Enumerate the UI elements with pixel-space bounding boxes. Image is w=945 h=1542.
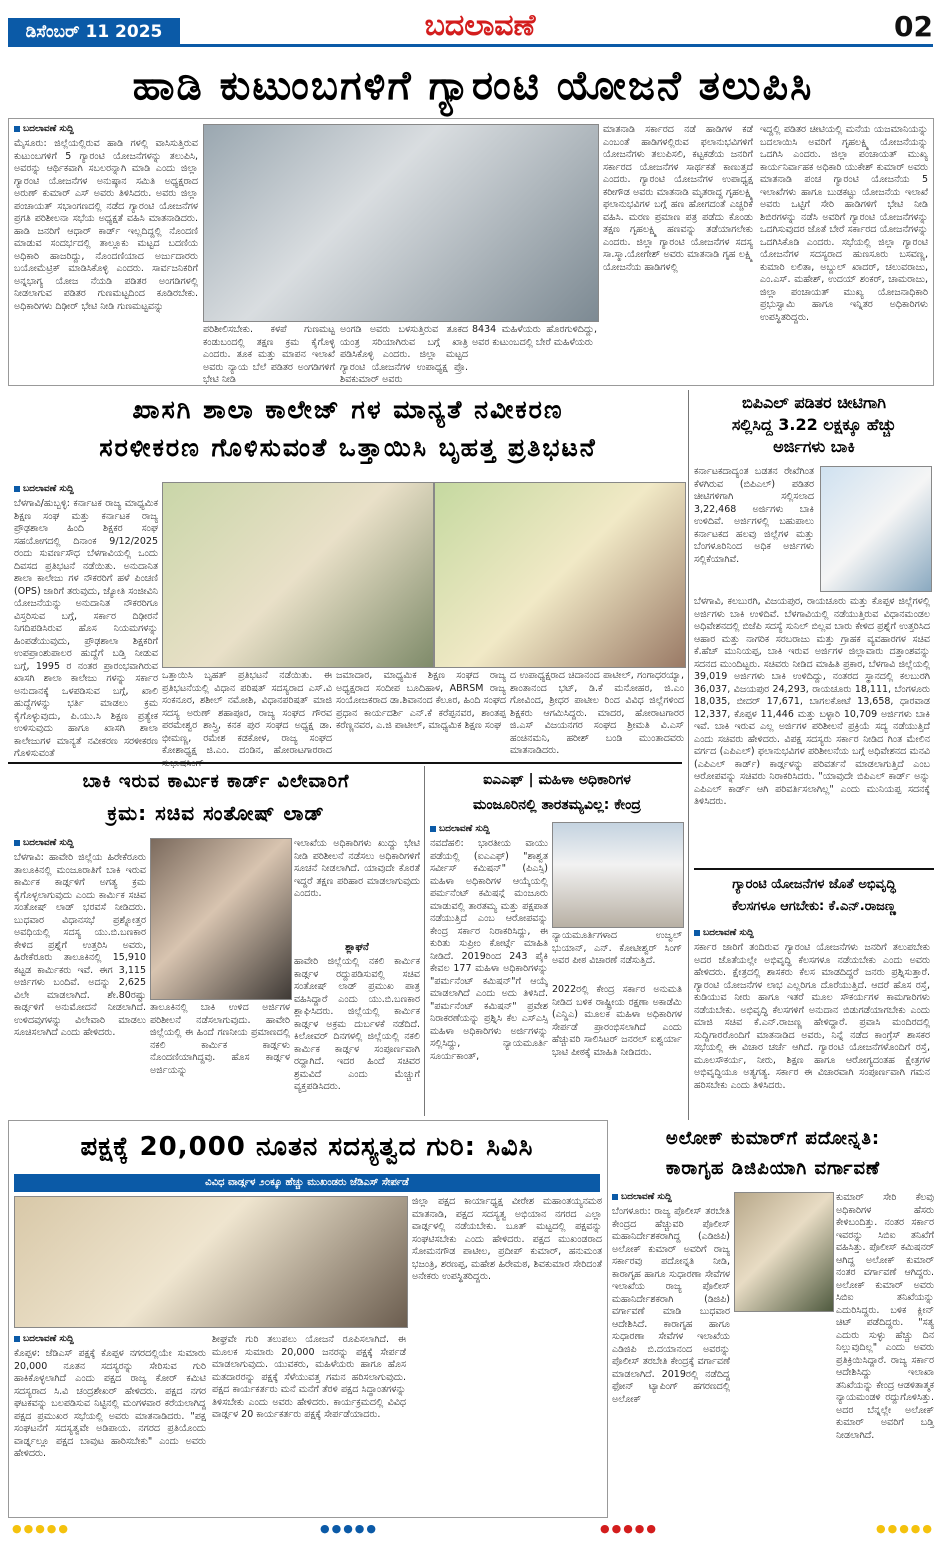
story6-headline-line2: ಕೆಲಸಗಳೂ ಆಗಬೇಕು: ಕೆ.ಎನ್.ರಾಜಣ್ಣ <box>732 899 896 914</box>
story4-photo-supreme-court <box>552 822 684 928</box>
story3-top-rule <box>8 762 682 764</box>
story1-col1: ಮೈಸೂರು: ಜಿಲ್ಲೆಯಲ್ಲಿರುವ ಹಾಡಿ ಗಳಲ್ಲಿ ವಾಸಿಸುತ್ತಿರುವ ಕುಟುಂಬಗಳಿಗೆ 5 ಗ್ಯಾರಂಟಿ ಯೋಜನೆಗಳನ್ನು ತಲುಪಿಸಿ, ಅವರನ್ನು ಆರ್ಥಿಕವಾಗಿ ಸಬಲರನ್ನಾಗಿ ಮಾಡಿ ಎಂದು ಜಿಲ್ಲಾ ಗ್ಯಾರಂಟಿ ಯೋಜನೆಗಳ ಅನುಷ್ಠಾನ ಸಮಿತಿ ಅಧ್ಯಕ್ಷರಾದ ಅರುಣ್ ಕುಮಾರ್ ಎಸ್ ಅವರು ತಿಳಿಸಿದರು. ಅವರು ಜಿಲ್ಲಾ ಪಂಚಾಯತ್ ಸಭಾಂಗಣದಲ್ಲಿ ನಡೆದ ಗ್ಯಾರಂಟಿ ಯೋಜನೆಗಳ ಪ್ರಗತಿ ಪರಿಶೀಲನಾ ಸಭೆಯ ಅಧ್ಯಕ್ಷತೆ ವಹಿಸಿ ಮಾತನಾಡಿದರು. ಹಾಡಿ ಜನರಿಗೆ ಆಧಾರ್ ಕಾರ್ಡ್ ಇಲ್ಲದಿದ್ದಲ್ಲಿ ನೊಂದಣಿ ಮಾಡುವ ಸಂದರ್ಭದಲ್ಲಿ ತಾಲ್ಲೂಕು ಮಟ್ಟದ ಬದಣಿಯ ಅಧಿಕಾರಿ ಹಾಜರಿದ್ದು, ನೊಂದಣಿಯಾದ ಅರ್ಜುದಾರರು ಬಯೋಮೆಟ್ರಿಕ್ ಮಾಡಿಸಿಕೊಳ್ಳಿ ಎಂದರು. ಸಾರ್ವಜನಿಕರಿಗೆ ಅನ್ನಭಾಗ್ಯ ಯೋಜ ನೆಯಡಿ ಪಡಿತರ ಅಂಗಡಿಗಳಲ್ಲಿ ನೀಡಲಾಗುವ ಪಡಿತರ ಗುಣಮಟ್ಟದಿಂದ ಕೂಡಿರಬೇಕು. ಅಧಿಕಾರಿಗಳು ದಿಢೀರ್ ಭೇಟಿ ನೀಡಿ ಗುಣಮಟ್ಟವನ್ನು <box>14 138 198 312</box>
story4-left-rule <box>424 766 425 1116</box>
story7-subhead: ವಿವಿಧ ವಾರ್ಡ್ಗಳ ೨೦ಕ್ಕೂ ಹೆಚ್ಚು ಮುಖಂಡರು ಜೆಡಿಎಸ್ ಸೇರ್ಪಡೆ <box>14 1174 600 1192</box>
story1-photo-meeting <box>203 124 599 322</box>
story3-caption-side: ತಾಲೂಕಿನಲ್ಲಿ ಬಾಕಿ ಉಳಿದ ಅರ್ಜಿಗಳ ಪರಿಶೀಲನೆ ನಡೆಸಲಾಗುವುದು. ಹಾವೇರಿ ಜಿಲ್ಲೆಯಲ್ಲಿ ಈ ಹಿಂದೆ ಗಣನೀಯ ಪ್ರಮಾಣದಲ್ಲಿ ನಕಲಿ ಕಾರ್ಮಿಕ ಕಾರ್ಡ್ಗಳು ನೊಂದಣಿಯಾಗಿದ್ದವು. ಹೊಸ ಕಾರ್ಡ್ಗಳ ಅರ್ಜಿಯನ್ನು <box>150 1002 290 1076</box>
story5-headline-line1: ಬಿಪಿಎಲ್ ಪಡಿತರ ಚೀಟಿಗಾಗಿ <box>741 393 887 412</box>
footer-dots-center2: ●●●●● <box>600 1522 658 1535</box>
story7-headline: ಪಕ್ಷಕ್ಕೆ 20,000 ನೂತನ ಸದಸ್ಯತ್ವದ ಗುರಿ: ಸಿವಿಸಿ <box>80 1132 534 1162</box>
story2-col4: ದ ಉಪಾಧ್ಯಕ್ಷರಾದ ಚಿದಾನಂದ ಪಾಟೀಲ್, ಗಂಗಾಧರಯ್ಯಾ, ಶಾಂತಾನಂದ ಭಟ್, ಡಿ.ಕೆ ಮನೋಹರ, ಜಿ.ಎಂ ಗೋವಿಂದ, ಶ್ರೀಧರ ಪಾಟೀಲ ರಿಂದ ವಿವಿಧ ಜಿಲ್ಲೆಗಳಿಂದ ಶಿಕ್ಷಕರು ಆಗಮಿಸಿದ್ದರು. ಮಾದರ, ಹೋರಾಟಗಾರರ ಜಿ.ಎಸ್ ವಿಜಯನಗರ ಸಂಘದ ಶ್ರೀಮತಿ ವಿ.ಎಸ್ ಹಂಚಿನಮನಿ, ಹರೀಶ್ ಬಂಡಿ ಮುಂತಾದವರು ಮಾತನಾಡಿದರು. <box>510 670 684 756</box>
story1-col3: ಮಾತನಾಡಿ ಸರ್ಕಾರದ ನಡೆ ಹಾಡಿಗಳ ಕಡೆ ಎಂಬಂತೆ ಹಾಡಿಗಳಲ್ಲಿರುವ ಫಲಾನುಭವಿಗಳಿಗೆ ಯೋಜನೆಗಳು ತಲುಪಿಸಲಿ, ಕಟ್ಟಕಡೆಯ ಜನರಿಗೆ ಸರ್ಕಾರದ ಯೋಜನೆಗಳ ಸಾರ್ಥಕತೆ ಕಾಣುತ್ತದೆ ಎಂದರು. ಗ್ಯಾರಂಟಿ ಯೋಜನೆಗಳ ಉಪಾಧ್ಯಕ್ಷ ಕರೀಗೌಡ ಅವರು ಮಾತನಾಡಿ ಮೃತರಾದ್ದ ಗೃಹಲಕ್ಷ್ಮಿ ಫಲಾನುಭವಿಗಳ ಬಗ್ಗೆ ಹಣ ಹೋಗದಂತೆ ಎಚ್ಚರಿಕೆ ವಹಿಸಿ. ಮರಣ ಪ್ರಮಾಣ ಪತ್ರ ಪಡೆದು ಕೊಂಡು ತಕ್ಷಣ ಗೃಹಲಕ್ಷ್ಮಿ ಹಣವನ್ನು ತಡೆಯಾಗಲೇಕು ಎಂದರು. ಜಿಲ್ಲಾ ಗ್ಯಾರಂಟಿ ಯೋಜನೆಗಳ ಸದಸ್ಯ ಸಾ.ಸ್ಮಾ.ಯೋಗೇಶ್ ಅವರು ಮಾತನಾಡಿ ಗೃಹ ಲಕ್ಷ್ಮಿ ಯೋಜನೆಯ ಹಾಡಿಗಳಲ್ಲಿ <box>603 124 753 273</box>
footer-dots-center: ●●●●● <box>320 1522 378 1535</box>
story7-byline: ಬದಲಾವಣೆ ಸುದ್ದಿ <box>14 1334 74 1344</box>
story4-headline-line1: ಐಎಎಫ್ | ಮಹಿಳಾ ಅಧಿಕಾರಿಗಳ <box>483 772 631 788</box>
story3-col2a: ಇಲಾಖೆಯ ಅಧಿಕಾರಿಗಳು ಖುದ್ದು ಭೇಟಿ ನೀಡಿ ಪರಿಶೀಲನೆ ನಡೆಸಲು ಅಧಿಕಾರಿಗಳಿಗೆ ಸೂಚನೆ ನೀಡಲಾಗಿದೆ. ಯಾವುದೇ ಕೊರತೆ ಇದ್ದರೆ ತಕ್ಷಣ ಪರಿಹಾರ ಮಾಡಲಾಗುವುದು ಎಂದರು. <box>294 838 420 899</box>
story8-headline-line2: ಕಾರಾಗೃಹ ಡಿಜಿಪಿಯಾಗಿ ವರ್ಗಾವಣೆ <box>665 1158 881 1179</box>
story6-top-rule <box>694 868 934 870</box>
story1-col-mid2: ಅಂಗಡಿ ಅವರು ಬಳಸುತ್ತಿರುವ ತೂಕದ ಯಂತ್ರ ಸರಿಯಾಗಿರುವ ಬಗ್ಗೆ ಖಾತ್ರಿ ಪಡಿಸಿಕೊಳ್ಳಿ ಎಂದರು. ಜಿಲ್ಲಾ ಮಟ್ಟದ ಗ್ಯಾರಂಟಿ ಯೋಜನೆಗಳ ಉಪಾಧ್ಯಕ್ಷ ಪ್ರೊ. ಶಿವಕುಮಾರ್ ಅವರು <box>340 324 468 385</box>
newspaper-masthead: ಬದಲಾವಣೆ <box>424 8 536 43</box>
story2-photo-protest-left <box>162 482 434 668</box>
story7-photo-meeting <box>14 1196 408 1328</box>
header-rule <box>8 44 933 47</box>
story5-headline-line2: ಸಲ್ಲಿಸಿದ್ದ 3.22 ಲಕ್ಷಕ್ಕೂ ಹೆಚ್ಚು <box>731 415 897 434</box>
story1-col-mid1: ಪರಿಶೀಲಿಸಬೇಕು. ಕಳಪೆ ಗುಣಮಟ್ಟ ಕಂಡುಬಂದಲ್ಲಿ ತಕ್ಷಣ ಕ್ರಮ ಕೈಗೊಳ್ಳಿ ಎಂದರು. ತೂಕ ಮತ್ತು ಮಾಪನ ಇಲಾಖೆ ಅವರು ನ್ಯಾಯ ಬೆಲೆ ಪಡಿತರ ಅಂಗಡಿಗಳಿಗೆ ಭೇಟಿ ನೀಡಿ <box>203 324 335 385</box>
story3-col1: ಬೆಳಗಾವಿ: ಹಾವೇರಿ ಜಿಲ್ಲೆಯ ಹಿರೇಕೆರೂರು ತಾಲೂಕಿನಲ್ಲಿ ಮಂಜೂರಾತಿಗೆ ಬಾಕಿ ಇರುವ ಕಾರ್ಮಿಕ ಕಾರ್ಡ್ಗಳಿಗೆ ಅಗತ್ಯ ಕ್ರಮ ಕೈಗೊಳ್ಳಲಾಗುವುದು ಎಂದು ಕಾರ್ಮಿಕ ಸಚಿವ ಸಂತೋಷ್ ಲಾಡ್ ಭರವಸೆ ನೀಡಿದರು. ಬುಧವಾರ ವಿಧಾನಸಭೆ ಪ್ರಶ್ನೋತ್ತರ ಅವಧಿಯಲ್ಲಿ ಸದಸ್ಯ ಯು.ಬಿ.ಬಣಕಾರ ಕೇಳಿದ ಪ್ರಶ್ನೆಗೆ ಉತ್ತರಿಸಿ ಅವರು, ಹಿರೇಕೆರೂರು ತಾಲೂಕಿನಲ್ಲಿ 15,910 ಕಟ್ಟಡ ಕಾರ್ಮಿಕರು ಇವೆ. ಈಗ 3,115 ಅರ್ಜಿಗಳು ಬಂದಿವೆ. ಅದನ್ನು 2,625 ವಿಲೇ ಮಾಡಲಾಗಿದೆ. ಶೇ.80ರಷ್ಟು ಕಾರ್ಡ್ಗಳಿಗೆ ಅನುಮೋದನೆ ನೀಡಲಾಗಿದೆ. ಉಳಿದವುಗಳನ್ನು ವಿಲೇವಾರಿ ಮಾಡಲು ಸೂಚಿಸಲಾಗಿದೆ ಎಂದು ಹೇಳಿದರು. <box>14 852 146 1038</box>
story2-headline-line2: ಸರಳೀಕರಣ ಗೊಳಿಸುವಂತೆ ಒತ್ತಾಯಿಸಿ ಬೃಹತ್ತ ಪ್ರತಿಭಟನೆ <box>99 433 597 462</box>
story2-col3: ಜಮಾದಾರ, ಮಾಧ್ಯಮಿಕ ಶಿಕ್ಷಣ ಸಂಘದ ರಾಜ್ಯ ಅಧ್ಯಕ್ಷರಾದ ಸಂದೀಪ ಬೂದಿಹಾಳ, ABRSM ರಾಜ್ಯ ಸಂಯೋಜಕರಾದ ಡಾ.ಶಿವಾನಂದ ಕೆಲೂರ, ಹಿಂದಿ ಸಂಘದ ಪ್ರಧಾನ ಕಾರ್ಯದರ್ಶಿ ಎನ್.ಕೆ ಕರೆಪ್ಪನವರ, ಶಾಂತಪ್ಪ ಕರೆಣ್ಣನವರ, ಎ.ಜಿ ಪಾಟೀಲ್, ಮಾಧ್ಯಮಿಕ ಶಿಕ್ಷಣ ಸಂಘ <box>336 670 506 731</box>
story5-photo-ration-cards <box>820 466 932 592</box>
story1-col-mid3: 8434 ಮಹಿಳೆಯರು ಹೊರಗುಳಿದಿದ್ದು, ಅವರ ಕುಟುಂಬದಲ್ಲಿ ಬೇರೆ ಮಹಿಳೆಯರು <box>472 324 597 348</box>
story8-col2: ಕುಮಾರ್ ಸೇರಿ ಕೆಲವು ಅಧಿಕಾರಿಗಳ ಹೆಸರು ಕೇಳಿಬಂದಿತ್ತು. ನಂತರ ಸರ್ಕಾರ ಇವರನ್ನು ಸಿಬಿಐ ತನಿಖೆಗೆ ವಹಿಸಿತ್ತು. ಪೊಲೀಸ್ ಕಮಿಷನರ್ ಆಗಿದ್ದ ಅಲೋಕ್ ಕುಮಾರ್ ನಂತರ ವರ್ಗಾವಣೆ ಆಗಿದ್ದರು. ಅಲೋಕ್ ಕುಮಾರ್ ಅವರು ಸಿಬಿಐ ತನಿಖೆಯನ್ನು ಎದುರಿಸಿದ್ದರು. ಬಳಿಕ ಕ್ಲೀನ್ ಚಿಟ್ ಪಡೆದಿದ್ದರು. "ಸತ್ಯ ಎದುರು ಸುಳ್ಳು ಹೆಚ್ಚು ದಿನ ನಿಲ್ಲುವುದಿಲ್ಲ" ಎಂದು ಅವರು ಪ್ರತಿಕ್ರಿಯಿಸಿದ್ದಾರೆ. ರಾಜ್ಯ ಸರ್ಕಾರ ಆದೇಶಿಸಿದ್ದು ಇಲಾಖಾ ತನಿಖೆಯನ್ನು ಕೇಂದ್ರ ಆಡಳಿತಾತ್ಮಕ ನ್ಯಾಯಮಂಡಳಿ ರದ್ದುಗೊಳಿಸಿತ್ತು. ಅದರ ಬೆನ್ನಲ್ಲೇ ಅಲೋಕ್ ಕುಮಾರ್ ಅವರಿಗೆ ಬಡ್ತಿ ನೀಡಲಾಗಿದೆ. <box>836 1192 934 1441</box>
story7-col1: ಕೊಪ್ಪಳ: ಜೆಡಿಎಸ್ ಪಕ್ಷಕ್ಕೆ ಕೊಪ್ಪಳ ನಗರದಲ್ಲಿಯೇ ಸುಮಾರು 20,000 ನೂತನ ಸದಸ್ಯರನ್ನು ಸೇರಿಸುವ ಗುರಿ ಹಾಕಿಕೊಳ್ಳಲಾಗಿದೆ ಎಂದು ಪಕ್ಷದ ರಾಜ್ಯ ಕೋರ್ ಕಮಿಟಿ ಸದಸ್ಯರಾದ ಸಿ.ವಿ ಚಂದ್ರಶೇಖರ್ ಹೇಳಿದರು. ಪಕ್ಷದ ನಗರ ಘಟಕವನ್ನು ಬಲಪಡಿಸುವ ನಿಟ್ಟಿನಲ್ಲಿ ಮಂಗಳವಾರ ಕರೆಯಲಾಗಿದ್ದ ಪಕ್ಷದ ಪ್ರಮುಖರ ಸಭೆಯಲ್ಲಿ ಅವರು ಮಾತನಾಡಿದರು. "ಪಕ್ಷ ಸಂಘಟನೆಗೆ ಸದಸ್ಯತ್ವವೇ ಅಡಿಪಾಯ. ನಗರದ ಪ್ರತಿಯೊಂದು ವಾರ್ಡ್ನಲ್ಲೂ ಪಕ್ಷದ ಬಾವುಟ ಹಾರಿಸಬೇಕು" ಎಂದು ಅವರು ಹೇಳಿದರು. <box>14 1348 206 1459</box>
story8-byline: ಬದಲಾವಣೆ ಸುದ್ದಿ <box>612 1192 672 1202</box>
story2-col2: ಒತ್ತಾಯಿಸಿ ಬೃಹತ್ ಪ್ರತಿಭಟನೆ ನಡೆಯಿತು. ಈ ಪ್ರತಿಭಟನೆಯಲ್ಲಿ ವಿಧಾನ ಪರಿಷತ್ ಸದಸ್ಯರಾದ ಎಸ್.ವಿ ಸಂಕನೂರ, ಶಶೀಲ್ ನಮೋಶಿ, ವಿಧಾನಪರಿಷತ್ ಮಾಜಿ ಸದಸ್ಯ ಅರುಣ್ ಶಹಾಪೂರ, ರಾಜ್ಯ ಸಂಘದ ಗೌರವ ಪರಮೇಶ್ವರ ಶಾಸ್ತ್ರಿ, ಕನಕ ಪುರ ಸಂಘದ ಅಧ್ಯಕ್ಷ ಡಾ. ಭೀಮಣ್ಣ, ರಮೇಶ ಕಡಕೋಳ, ರಾಜ್ಯ ಸಂಘದ ಕೋಶಾಧ್ಯಕ್ಷ ಜಿ.ಎಂ. ದಂಡಿನ, ಹೋರಾಟಗಾರರಾದ <box>162 670 332 756</box>
story6-byline: ಬದಲಾವಣೆ ಸುದ್ದಿ <box>694 928 754 938</box>
story7-col2: ಶೀಘ್ರವೇ ಗುರಿ ತಲುಪಲು ಯೋಜನೆ ರೂಪಿಸಲಾಗಿದೆ. ಈ ಮೂಲಕ ಸುಮಾರು 20,000 ಜನರನ್ನು ಪಕ್ಷಕ್ಕೆ ಸೇರ್ಪಡೆ ಮಾಡಲಾಗುವುದು. ಯುವಕರು, ಮಹಿಳೆಯರು ಹಾಗೂ ಹೊಸ ಮತದಾರರನ್ನು ಪಕ್ಷಕ್ಕೆ ಸೆಳೆಯುವತ್ತ ಗಮನ ಹರಿಸಲಾಗುವುದು. ಪಕ್ಷದ ಕಾರ್ಯಕರ್ತರು ಮನೆ ಮನೆಗೆ ತೆರಳಿ ಪಕ್ಷದ ಸಿದ್ಧಾಂತಗಳನ್ನು ತಿಳಿಸಬೇಕು ಎಂದು ಅವರು ಹೇಳಿದರು. ಕಾರ್ಯಕ್ರಮದಲ್ಲಿ ವಿವಿಧ ವಾರ್ಡ್ಗಳ 20 ಕಾರ್ಯಕರ್ತರು ಪಕ್ಷಕ್ಕೆ ಸೇರ್ಪಡೆಯಾದರು. <box>212 1334 406 1420</box>
story3-headline-line2: ಕ್ರಮ: ಸಚಿವ ಸಂತೋಷ್ ಲಾಡ್ <box>107 801 325 825</box>
edition-date: ಡಿಸೆಂಬರ್ 11 2025 <box>8 18 180 46</box>
story5-body: ಬೆಳಗಾವಿ, ಕಲಬುರಗಿ, ವಿಜಯಪುರ, ರಾಯಚೂರು ಮತ್ತು ಕೊಪ್ಪಳ ಜಿಲ್ಲೆಗಳಲ್ಲಿ ಅರ್ಜಿಗಳು ಬಾಕಿ ಉಳಿದಿವೆ. ಬೆಳಗಾವಿಯಲ್ಲಿ ನಡೆಯುತ್ತಿರುವ ವಿಧಾನಮಂಡಲ ಅಧಿವೇಶನದಲ್ಲಿ ಬಿಜೆಪಿ ಸದಸ್ಯೆ ಸುನಿಲ್ ಬಿಲ್ಲವ ಬಾರು ಕೇಳಿದ ಪ್ರಶ್ನೆಗೆ ಉತ್ತರಿಸಿದ ಆಹಾರ ಮತ್ತು ನಾಗರಿಕ ಸರಬರಾಜು ಮತ್ತು ಗ್ರಾಹಕ ವ್ಯವಹಾರಗಳ ಸಚಿವ ಕೆ.ಹೆಚ್ ಮುನಿಯಪ್ಪ, ಬಾಕಿ ಇರುವ ಅರ್ಜಿಗಳ ಜಿಲ್ಲಾವಾರು ದತ್ತಾಂಶವನ್ನು ಸದನದ ಮುಂದಿಟ್ಟರು. ಸಚಿವರು ನೀಡಿದ ಮಾಹಿತಿ ಪ್ರಕಾರ, ಬೆಳಗಾವಿ ಜಿಲ್ಲೆಯಲ್ಲಿ 39,019 ಅರ್ಜಿಗಳು ಬಾಕಿ ಉಳಿದಿದ್ದು, ನಂತರದ ಸ್ಥಾನದಲ್ಲಿ ಕಲಬುರಗಿ 36,037, ವಿಜಯಪುರ 24,293, ರಾಯಚೂರು 18,111, ಬೆಂಗಳೂರು 18,035, ಬೀದರ್ 17,671, ಬಾಗಲಕೋಟೆ 13,658, ಧಾರವಾಡ 12,337, ಕೊಪ್ಪಳ 11,446 ಮತ್ತು ಬಳ್ಳಾರಿ 10,709 ಅರ್ಜಿಗಳು ಬಾಕಿ ಇವೆ. ಬಾಕಿ ಇರುವ ಎಲ್ಲ ಅರ್ಜಿಗಳ ಪರಿಶೀಲನೆ ಪ್ರಕ್ರಿಯೆ ಸದ್ಯ ನಡೆಯುತ್ತಿದೆ ಎಂದು ಸಚಿವರು ಹೇಳಿದರು. ವಿಪಕ್ಷ ಸದಸ್ಯರು ಸರ್ಕಾರ ನೀಡಿದ ಗಿಂತ ಮೇಲಿನ ವರ್ಗದ (ಎಪಿಎಲ್) ಫಲಾನುಭವಿಗಳ ಪರಿಶೀಲನೆಯ ಬಗ್ಗೆ ಅಧಿವೇಶನದ ಮನವಿ (ಎಪಿಎಲ್ ಕಾರ್ಡ್) ಕಾರ್ಡ್ಗಳನ್ನು ಪರಿವರ್ತನೆ ಮಾಡಲಾಗುತ್ತಿದೆ ಎಂಬ ಆರೋಪವನ್ನು ಸಚಿವರು ನಿರಾಕರಿಸಿದರು. "ಯಾವುದೇ ಬಿಪಿಎಲ್ ಕಾರ್ಡ್ ಅನ್ನು ಎಪಿಎಲ್ ಕಾರ್ಡ್ ಆಗಿ ಪರಿವರ್ತಿಸಲಾಗಿಲ್ಲ" ಎಂದು ಮುನಿಯಪ್ಪ ಸದನಕ್ಕೆ ತಿಳಿಸಿದರು. <box>694 596 930 807</box>
story7-col3: ಜಿಲ್ಲಾ ಪಕ್ಷದ ಕಾರ್ಯಾಧ್ಯಕ್ಷ ವೀರೇಶ ಮಹಾಂತಯ್ಯನಮಠ ಮಾತನಾಡಿ, ಪಕ್ಷದ ಸದಸ್ಯತ್ವ ಅಭಿಯಾನ ನಗರದ ಎಲ್ಲಾ ವಾರ್ಡ್ಗಳಲ್ಲಿ ನಡೆಯಬೇಕು. ಬೂತ್ ಮಟ್ಟದಲ್ಲಿ ಪಕ್ಷವನ್ನು ಸಂಘಟಿಸಬೇಕು ಎಂದು ಹೇಳಿದರು. ಪಕ್ಷದ ಮುಖಂಡರಾದ ಸೋಮನಗೌಡ ಪಾಟೀಲ, ಪ್ರದೀಪ್ ಕುಮಾರ್, ಹನುಮಂತ ಭಜಂತ್ರಿ, ಶರಣಪ್ಪ, ಮಹೇಶ ಹಿರೇಮಠ, ಶಿವಕುಮಾರ ಸೇರಿದಂತೆ ಅನೇಕರು ಉಪಸ್ಥಿತರಿದ್ದರು. <box>412 1196 602 1282</box>
column-divider <box>688 390 689 1120</box>
story1-byline: ಬದಲಾವಣೆ ಸುದ್ದಿ <box>14 124 74 134</box>
story5-headline-line3: ಅರ್ಜಿಗಳು ಬಾಕಿ <box>773 437 855 456</box>
story3-byline: ಬದಲಾವಣೆ ಸುದ್ದಿ <box>14 838 74 848</box>
story2-photo-protest-right <box>434 482 686 668</box>
story2-headline-line1: ಖಾಸಗಿ ಶಾಲಾ ಕಾಲೇಜ್ ಗಳ ಮಾನ್ಯತೆ ನವೀಕರಣ <box>132 395 564 424</box>
story4-byline: ಬದಲಾವಣೆ ಸುದ್ದಿ <box>430 824 490 834</box>
story8-photo-officer <box>734 1192 834 1312</box>
story4-headline-line2: ಮಂಜೂರಿನಲ್ಲಿ ತಾರತಮ್ಯವಿಲ್ಲ: ಕೇಂದ್ರ <box>473 797 641 813</box>
story3-photo-minister <box>150 838 292 1000</box>
footer-dots-right: ●●●●● <box>876 1522 934 1535</box>
story1-headline: ಹಾಡಿ ಕುಟುಂಬಗಳಿಗೆ ಗ್ಯಾರಂಟಿ ಯೋಜನೆ ತಲುಪಿಸಿ <box>132 63 814 109</box>
story2-col1: ಬೆಳಗಾವಿ/ಹುಬ್ಬಳ್ಳಿ: ಕರ್ನಾಟಕ ರಾಜ್ಯ ಮಾಧ್ಯಮಿಕ ಶಿಕ್ಷಣ ಸಂಘ ಮತ್ತು ಕರ್ನಾಟಕ ರಾಜ್ಯ ಪ್ರೌಢಶಾಲಾ ಹಿಂದಿ ಶಿಕ್ಷಕರ ಸಂಘ ಸಹಯೋಗದಲ್ಲಿ ದಿನಾಂಕ 9/12/2025 ರಂದು ಸುವರ್ಣಸೌಧ ಬೆಳಗಾವಿಯಲ್ಲಿ ಒಂದು ದಿವಸದ ಪ್ರತಿಭಟನೆ ನಡೆಯಿತು. ಅನುದಾನಿತ ಶಾಲಾ ಕಾಲೇಜು ಗಳ ನೌಕರರಿಗೆ ಹಳೆ ಪಿಂಚಣಿ (OPS) ಜಾರಿಗೆ ತರುವುದು, ಜ್ಯೋತಿ ಸಂಜೀವಿನಿ ಯೋಜನೆಯನ್ನು ಅನುದಾನಿತ ನೌಕರರಿಗೂ ವಿಸ್ತರಿಸುವ ಬಗ್ಗೆ, ಸರ್ಕಾರ ದಿಢೀರನೆ ನಿಗದಿಪಡಿಸಿರುವ ಹೊಸ ನಿಯಮಗಳನ್ನು ಹಿಂಪಡೆಯುವುದು, ಪ್ರೌಢಶಾಲಾ ಶಿಕ್ಷಕರಿಗೆ ಉಪಪ್ರಾಂಶುಪಾಲರ ಹುದ್ದೆಗೆ ಬಡ್ತಿ ನೀಡುವ ಬಗ್ಗೆ, 1995 ರ ನಂತರ ಪ್ರಾರಂಭವಾಗಿರುವ ಖಾಸಗಿ ಶಾಲಾ ಕಾಲೇಜು ಗಳನ್ನು ಸರ್ಕಾರ ಅನುದಾನಕ್ಕೆ ಒಳಪಡಿಸುವ ಬಗ್ಗೆ, ಖಾಲಿ ಹುದ್ದೆಗಳನ್ನು ಭರ್ತಿ ಮಾಡಲು ಕ್ರಮ ಕೈಗೊಳ್ಳುವುದು, ಪಿ.ಯು.ಸಿ ಶಿಕ್ಷಣ ಪ್ರತ್ಯೇಕ ಉಳಿಸುವುದು ಹಾಗೂ ಖಾಸಗಿ ಶಾಲಾ ಕಾಲೇಜುಗಳ ಮಾನ್ಯತೆ ನವೀಕರಣ ಸರಳೀಕರಣ ಗೊಳಿಸುವಂತೆ <box>14 498 158 759</box>
story8-headline-line1: ಅಲೋಕ್ ಕುಮಾರ್‌ಗೆ ಪದೋನ್ನತಿ: <box>665 1128 881 1149</box>
story4-col2: 2022ರಲ್ಲಿ ಕೇಂದ್ರ ಸರ್ಕಾರ ಅನುಮತಿ ನೀಡಿದ ಬಳಿಕ ರಾಷ್ಟ್ರೀಯ ರಕ್ಷಣಾ ಅಕಾಡೆಮಿ (ಎನ್ಡಿಎ) ಮೂಲಕ ಮಹಿಳಾ ಅಧಿಕಾರಿಗಳ ಸೇರ್ಪಡೆ ಪ್ರಾರಂಭಿಸಲಾಗಿದೆ ಎಂದು ಹೆಚ್ಚುವರಿ ಸಾಲಿಸಿಟರ್ ಜನರಲ್ ಐಶ್ವರ್ಯಾ ಭಾಟಿ ಪೀಠಕ್ಕೆ ಮಾಹಿತಿ ನೀಡಿದರು. <box>552 984 682 1058</box>
story3-headline-line1: ಬಾಕಿ ಇರುವ ಕಾರ್ಮಿಕ ಕಾರ್ಡ್ ವಿಲೇವಾರಿಗೆ <box>82 771 350 792</box>
story3-col2b: ಹಾವೇರಿ ಜಿಲ್ಲೆಯಲ್ಲಿ ನಕಲಿ ಕಾರ್ಮಿಕ ಕಾರ್ಡ್ಗಳ ರದ್ದುಪಡಿಸುವಲ್ಲಿ ಸಚಿವ ಸಂತೋಷ್ ಲಾಡ್ ಪ್ರಮುಖ ಪಾತ್ರ ವಹಿಸಿದ್ದಾರೆ ಎಂದು ಯು.ಬಿ.ಬಣಕಾರ ಶ್ಲಾಘಿಸಿದರು. ಜಿಲ್ಲೆಯಲ್ಲಿ ಕಾರ್ಮಿಕ ಕಾರ್ಡ್ಗಳ ಅಕ್ರಮ ದುರ್ಬಳಕೆ ನಡೆದಿದೆ. ಕಿಲೋವರ್ ದಿನಗಳಲ್ಲಿ ಜಿಲ್ಲೆಯಲ್ಲಿ ನಕಲಿ ಕಾರ್ಮಿಕ ಕಾರ್ಡ್ಗಳ ಸಂಪೂರ್ಣವಾಗಿ ರದ್ದಾಗಿದೆ. ಇದರ ಹಿಂದೆ ಸಚಿವರ ಶ್ರಮವಿದೆ ಎಂದು ಮೆಚ್ಚುಗೆ ವ್ಯಕ್ತಪಡಿಸಿದರು. <box>294 956 420 1092</box>
story3-subhead: ಶ್ಲಾಘನೆ <box>345 942 369 953</box>
story2-byline: ಬದಲಾವಣೆ ಸುದ್ದಿ <box>14 484 74 494</box>
story1-col4: ಇದ್ದಲ್ಲಿ ಪಡಿತರ ಚೀಟಿಯಲ್ಲಿ ಮನೆಯ ಯಜಮಾನಿಯನ್ನು ಬದಲಾಯಿಸಿ ಅವರಿಗೆ ಗೃಹಲಕ್ಷ್ಮಿ ಯೋಜನೆಯನ್ನು ಒದಗಿಸಿ ಎಂದರು. ಜಿಲ್ಲಾ ಪಂಚಾಯತ್ ಮುಖ್ಯ ಕಾರ್ಯನಿರ್ವಾಹಕ ಅಧಿಕಾರಿ ಯುಕೇಶ್ ಕುಮಾರ್ ಅವರು ಮಾತನಾಡಿ ಪಂಚ ಗ್ಯಾರಂಟಿ ಯೋಜನೆಯ 5 ಇಲಾಖೆಗಳು ಹಾಗೂ ಬುಡಕಟ್ಟು ಯೋಜನೆಯ ಇಲಾಖೆ ಅವರು ಒಟ್ಟಿಗೆ ಸೇರಿ ಹಾಡಿಗಳಿಗೆ ಭೇಟಿ ನೀಡಿ ಶಿಬಿರಗಳನ್ನು ನಡೆಸಿ ಅವರಿಗೆ ಗ್ಯಾರಂಟಿ ಯೋಜನೆಗಳನ್ನು ಒದಗಿಸುವುದರ ಜೊತೆ ಬೇರೆ ಸರ್ಕಾರದ ಯೋಜನೆಗಳನ್ನು ಒದಗಿಸಿಕೊಡಿ ಎಂದರು. ಸಭೆಯಲ್ಲಿ ಜಿಲ್ಲಾ ಗ್ಯಾರಂಟಿ ಯೋಜನೆಗಳ ಸದಸ್ಯರಾದ ಹುಣಸೂರು ಬಸವಣ್ಣ, ಕುಮಾರಿ ಲಲಿತಾ, ಅಬ್ದುಲ್ ಖಾದರ್, ಚಲುವರಾಜು, ಎಂ.ಎಸ್. ಮಹೇಶ್, ಉದಯ್ ಶಂಕರ್, ಚಾಮರಾಜು, ಜಿಲ್ಲಾ ಪಂಚಾಯತ್ ಮುಖ್ಯ ಯೋಜನಾಧಿಕಾರಿ ಪ್ರಭುಸ್ವಾಮಿ ಹಾಗೂ ಇನ್ನಿತರ ಅಧಿಕಾರಿಗಳು ಉಪಸ್ಥಿತರಿದ್ದರು. <box>760 124 928 323</box>
story6-body: ಸರ್ಕಾರ ಜಾರಿಗೆ ತಂದಿರುವ ಗ್ಯಾರಂಟಿ ಯೋಜನೆಗಳು ಜನರಿಗೆ ತಲುಪಬೇಕು ಅದರ ಜೊತೆಯಲ್ಲೇ ಅಭಿವೃದ್ಧಿ ಕೆಲಸಗಳೂ ನಡೆಯಬೇಕು ಎಂದು ಅವರು ಹೇಳಿದರು. ಕ್ಷೇತ್ರದಲ್ಲಿ ಶಾಸಕರು ಕೆಲಸ ಮಾಡದಿದ್ದರೆ ಜನರು ಪ್ರಶ್ನಿಸುತ್ತಾರೆ. ಗ್ಯಾರಂಟಿ ಯೋಜನೆಗಳ ಲಾಭ ಎಲ್ಲರಿಗೂ ದೊರೆಯುತ್ತಿದೆ. ಆದರೆ ಹೊಸ ರಸ್ತೆ, ಕುಡಿಯುವ ನೀರು ಹಾಗೂ ಇತರೆ ಮೂಲ ಸೌಕರ್ಯಗಳ ಕಾಮಗಾರಿಗಳು ನಡೆಯಬೇಕು. ಅಭಿವೃದ್ಧಿ ಕೆಲಸಗಳಿಗೆ ಅನುದಾನ ಬಿಡುಗಡೆಯಾಗಬೇಕು ಎಂದು ಮಾಜಿ ಸಚಿವ ಕೆ.ಎನ್.ರಾಜಣ್ಣ ಹೇಳಿದ್ದಾರೆ. ಪ್ರವಾಸಿ ಮಂದಿರದಲ್ಲಿ ಸುದ್ದಿಗಾರರೊಂದಿಗೆ ಮಾತನಾಡಿದ ಅವರು, ನಿನ್ನೆ ನಡೆದ ಕಾಂಗ್ರೆಸ್ ಶಾಸಕರ ಸಭೆಯಲ್ಲಿ ಈ ವಿಚಾರ ಚರ್ಚೆ ಆಗಿದೆ. ಗ್ಯಾರಂಟಿ ಯೋಜನೆಗಳೊಂದಿಗೆ ರಸ್ತೆ, ಮೂಲಸೌಕರ್ಯ, ನೀರು, ಶಿಕ್ಷಣ ಹಾಗೂ ಆರೋಗ್ಯದಂತಹ ಕ್ಷೇತ್ರಗಳ ಅಭಿವೃದ್ಧಿಯೂ ಅತ್ಯಗತ್ಯ. ಸರ್ಕಾರ ಈ ವಿಚಾರವಾಗಿ ಸಂಪೂರ್ಣವಾಗಿ ಗಮನ ಹರಿಸಬೇಕು ಎಂದು ತಿಳಿಸಿದರು. <box>694 942 930 1091</box>
story4-photo-caption: ನ್ಯಾಯಮೂರ್ತಿಗಳಾದ ಉಜ್ವಲ್ ಭುಯಾನ್, ಎನ್. ಕೋಟೀಶ್ವರ್ ಸಿಂಗ್ ಅವರ ಪೀಠ ವಿಚಾರಣೆ ನಡೆಸುತ್ತಿದೆ. <box>552 930 682 966</box>
page-number: 02 <box>894 10 933 43</box>
story6-headline-line1: ಗ್ಯಾರಂಟಿ ಯೋಜನೆಗಳ ಜೊತೆ ಅಭಿವೃದ್ಧಿ <box>732 877 896 892</box>
story8-col1: ಬೆಂಗಳೂರು: ರಾಜ್ಯ ಪೊಲೀಸ್ ತರಬೇತಿ ಕೇಂದ್ರದ ಹೆಚ್ಚುವರಿ ಪೊಲೀಸ್ ಮಹಾನಿರ್ದೇಶಕರಾಗಿದ್ದ (ಎಡಿಜಿಪಿ) ಅಲೋಕ್ ಕುಮಾರ್ ಅವರಿಗೆ ರಾಜ್ಯ ಸರ್ಕಾರವು ಪದೋನ್ನತಿ ನೀಡಿ, ಕಾರಾಗೃಹ ಹಾಗೂ ಸುಧಾರಣಾ ಸೇವೆಗಳ ಇಲಾಖೆಯ ರಾಜ್ಯ ಪೊಲೀಸ್ ಮಹಾನಿರ್ದೇಶಕರಾಗಿ (ಡಿಜಿಪಿ) ವರ್ಗಾವಣೆ ಮಾಡಿ ಬುಧವಾರ ಆದೇಶಿಸಿದೆ. ಕಾರಾಗೃಹ ಹಾಗೂ ಸುಧಾರಣಾ ಸೇವೆಗಳ ಇಲಾಖೆಯ ಎಡಿಜಿಪಿ ಬಿ.ದಯಾನಂದ ಅವರನ್ನು ಪೊಲೀಸ್ ತರಬೇತಿ ಕೇಂದ್ರಕ್ಕೆ ವರ್ಗಾವಣೆ ಮಾಡಲಾಗಿದೆ. 2019ರಲ್ಲಿ ನಡೆದಿದ್ದ ಫೋನ್ ಟ್ಯಾಪಿಂಗ್ ಹಗರಣದಲ್ಲಿ ಅಲೋಕ್ <box>612 1206 730 1405</box>
story5-col1: ಕರ್ನಾಟಕದಾದ್ಯಂತ ಬಡತನ ರೇಖೆಗಿಂತ ಕೆಳಗಿರುವ (ಬಿಪಿಎಲ್) ಪಡಿತರ ಚೀಟಿಗಳಿಗಾಗಿ ಸಲ್ಲಿಸಲಾದ 3,22,468 ಅರ್ಜಿಗಳು ಬಾಕಿ ಉಳಿದಿವೆ. ಅರ್ಜಿಗಳಲ್ಲಿ ಬಹುಪಾಲು ಕರ್ನಾಟಕದ ಹಲವು ಜಿಲ್ಲೆಗಳ ಮತ್ತು ಬೆಂಗಳೂರಿನಿಂದ ಅಧಿಕ ಅರ್ಜಿಗಳು ಸಲ್ಲಿಕೆಯಾಗಿವೆ. <box>694 466 814 565</box>
footer-dots-left: ●●●●● <box>12 1522 70 1535</box>
story4-col1: ನವದೆಹಲಿ: ಭಾರತೀಯ ವಾಯು ಪಡೆಯಲ್ಲಿ (ಐಎಎಫ್) "ಶಾಶ್ವತ ಸರ್ವೀಸ್ ಕಮಿಷನ್" (ಪಿಎಸ್ಸಿ) ಮಹಿಳಾ ಅಧಿಕಾರಿಗಳ ಆಯ್ಕೆಯಲ್ಲಿ ಪರ್ಮನೆಂಟ್ ಕಮಿಷನ್ಗೆ ಮಂಜೂರು ಮಾಡುವಲ್ಲಿ ತಾರತಮ್ಯ ಮತ್ತು ಪಕ್ಷಪಾತ ನಡೆಯುತ್ತಿದೆ ಎಂಬ ಆರೋಪವನ್ನು ಕೇಂದ್ರ ಸರ್ಕಾರ ನಿರಾಕರಿಸಿದ್ದು, ಈ ಕುರಿತು ಸುಪ್ರೀಂ ಕೋರ್ಟ್ಗೆ ಮಾಹಿತಿ ನೀಡಿದೆ. 2019ರಿಂದ 243 ಪೈಕಿ ಕೇವಲ 177 ಮಹಿಳಾ ಅಧಿಕಾರಿಗಳನ್ನು "ಪರ್ಮನೆಂಟ್ ಕಮಿಷನ್"ಗೆ ಆಯ್ಕೆ ಮಾಡಲಾಗಿದೆ ಎಂದು ಅದು ತಿಳಿಸಿದೆ. "ಪರ್ಮನೆಂಟ್ ಕಮಿಷನ್" ಪ್ರವೇಶ ನಿರಾಕರಣೆಯನ್ನು ಪ್ರಶ್ನಿಸಿ ಕೆಲ ಎಸ್ಎಸ್ಸಿ ಮಹಿಳಾ ಅಧಿಕಾರಿಗಳು ಅರ್ಜಿಗಳನ್ನು ಸಲ್ಲಿಸಿದ್ದು, ನ್ಯಾಯಮೂರ್ತಿ ಸೂರ್ಯಕಾಂತ್, <box>430 838 548 1062</box>
